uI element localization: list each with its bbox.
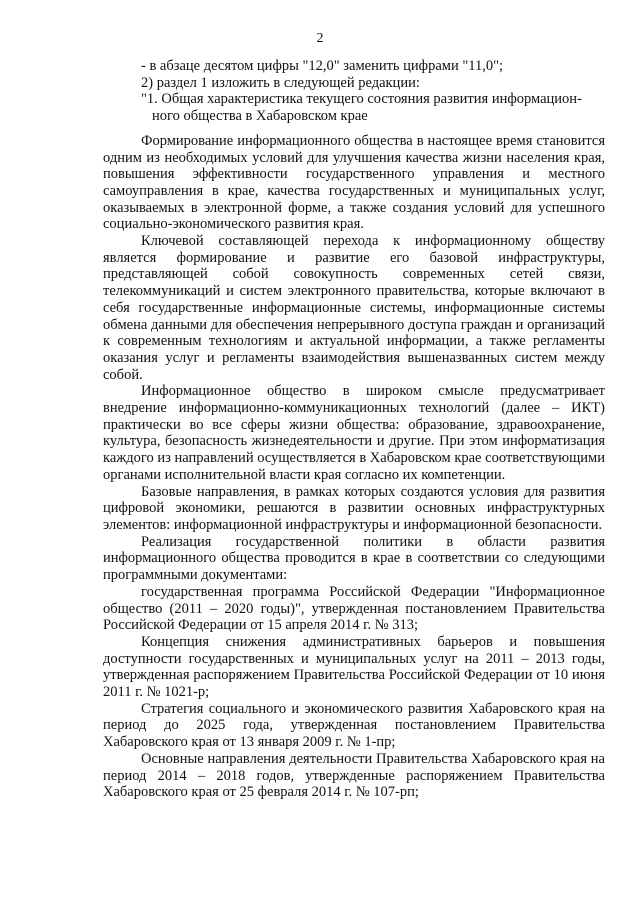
body-paragraph: Стратегия социального и экономического развития Хабаровского края на период до 2025 года, утвержденная постановлением Правительства Хабаровского края от 13 января 2009 г. № 1-пр; [103,700,605,751]
section-heading-line: ного общества в Хабаровском крае [152,108,368,125]
body-paragraph: Ключевой составляющей перехода к информационному обществу является формирование и развитие его базовой инфраструктуры, представляющей собой совокупность современных сетей связи, телекоммуникаций и систем электронного правительства, которые включают в себя государственные информационные системы, информационные системы обмена данными для обеспечения непрерывного доступа граждан и организаций к современным технологиям и актуальной информации, а также регламенты оказания услуг и регламенты взаимодействия вышеназванных систем между собой. [103,233,605,383]
body-paragraph: Концепция снижения административных барьеров и повышения доступности государственных и муниципальных услуг на 2011 – 2013 годы, утвержденная распоряжением Правительства Российской Федерации от 10 июня 2011 г. № 1021-р; [103,633,605,701]
body-paragraph: Формирование информационного общества в настоящее время становится одним из необходимых условий для улучшения качества жизни населения края, повышения эффективности государственного управления и местного самоуправления в крае, качества государственных и муниципальных услуг, оказываемых в электронной форме, а также создания условий для успешного социально-экономического развития края. [103,132,605,233]
body-paragraph: Основные направления деятельности Правительства Хабаровского края на период 2014 – 2018 годов, утвержденные распоряжением Правительства Хабаровского края от 25 февраля 2014 г. № 107-рп; [103,750,605,801]
page-number: 2 [316,31,324,46]
amendment-item: - в абзаце десятом цифры "12,0" заменить цифрами "11,0"; [141,58,504,74]
amendment-item: 2) раздел 1 изложить в следующей редакции: [141,74,420,91]
document-body [103,58,605,801]
section-heading [103,91,605,124]
body-paragraph: Реализация государственной политики в области развития информационного общества проводится в крае в соответствии со следующими программными документами: [103,533,605,584]
body-paragraph: Информационное общество в широком смысле предусматривает внедрение информационно-коммуникационных технологий (далее – ИКТ) практически во все сферы жизни общества: образование, здравоохранение, культура, безопасность жизнедеятельности и другие. При этом информатизация каждого из направлений осуществляется в Хабаровском крае соответствующими органами исполнительной власти края согласно их компетенции. [103,383,605,483]
section-heading-line: "1. Общая характеристика текущего состояния развития информацион- [141,91,582,108]
body-paragraph: государственная программа Российской Федерации "Информационное общество (2011 – 2020 годы)", утвержденная постановлением Правительства Российской Федерации от 15 апреля 2014 г. № 313; [103,583,605,634]
body-paragraph: Базовые направления, в рамках которых создаются условия для развития цифровой экономики, решаются в развитии основных инфраструктурных элементов: информационной инфраструктуры и информационной безопасности. [103,483,605,533]
